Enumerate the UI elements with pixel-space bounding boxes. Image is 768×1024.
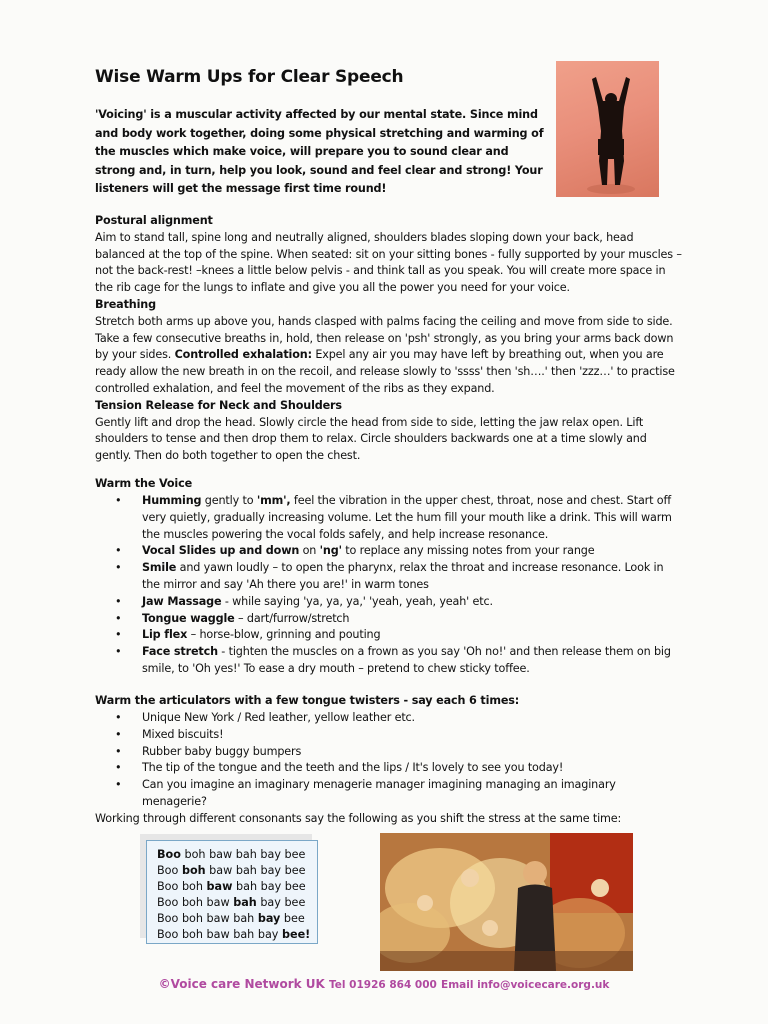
breathing-text-2: Expel any air you may have left by breathing out, when you are ready allow the new breath in on the recoil, and release slowly to 'ssss' then 'sh….' then 'zzz…' to practise controlled exhalation, and feel the movement of the ribs as they expand. — [95, 348, 675, 395]
stress-word: bee — [284, 864, 306, 877]
item-bold: Jaw Massage — [142, 594, 222, 608]
item-text: Can you imagine an imaginary menagerie manager imagining managing an imaginary menagerie? — [142, 778, 616, 808]
stress-line — [157, 847, 317, 863]
stress-word: Boo — [157, 912, 179, 925]
stress-word: boh — [181, 896, 203, 909]
bullet-icon: • — [115, 561, 122, 575]
postural-heading: Postural alignment — [95, 214, 213, 227]
bullet-icon: • — [115, 761, 122, 775]
stress-word: bah — [233, 896, 257, 909]
stress-word: bay — [260, 848, 281, 861]
list-item — [115, 727, 675, 744]
item-text: Mixed biscuits! — [142, 727, 224, 741]
item-text: The tip of the tongue and the teeth and the lips / It's lovely to see you today! — [142, 761, 564, 775]
stress-word: bah — [235, 864, 257, 877]
tension-text: Gently lift and drop the head. Slowly circle the head from side to side, letting the jaw relax open. Lift shoulders to tense and then drop them to relax. Circle shoulders backwards one at a time slowly and gently. Then do both together to open the chest. — [95, 415, 647, 463]
item-bold: Lip flex — [142, 628, 188, 642]
item-text: Unique New York / Red leather, yellow leather etc. — [142, 711, 415, 724]
stress-word: boh — [181, 912, 203, 925]
breathing-bold: Controlled exhalation: — [174, 348, 312, 362]
stress-word: baw — [206, 896, 230, 909]
list-item — [115, 594, 675, 611]
stress-word: boh — [181, 864, 206, 877]
list-item — [115, 627, 675, 644]
list-item — [115, 560, 675, 594]
intro-paragraph: 'Voicing' is a muscular activity affected by our mental state. Since mind and body work together, doing some physical stretching and warming of the muscles which make voice, will prepare you to sound clear and strong and, in turn, help you look, sound and feel clear and strong! Your listeners will get the message first time round! — [95, 108, 544, 196]
list-item — [115, 744, 675, 761]
item-text: to replace any missing notes from your range — [341, 544, 595, 558]
bullet-icon: • — [115, 611, 122, 625]
item-bold: Tongue waggle — [142, 611, 235, 625]
stress-word: bah — [233, 928, 255, 941]
stress-word: baw — [206, 912, 230, 925]
list-item — [115, 611, 675, 628]
footer-email: Email info@voicecare.org.uk — [441, 979, 610, 991]
item-bold: Humming — [142, 494, 202, 507]
item-bold: 'mm', — [256, 494, 291, 507]
warm-voice-heading: Warm the Voice — [95, 477, 193, 490]
stress-word: bah — [233, 912, 255, 925]
stress-word: bay — [260, 896, 281, 909]
bullet-icon: • — [115, 711, 122, 724]
stress-word: baw — [206, 928, 230, 941]
list-item — [115, 493, 675, 543]
item-bold: Face stretch — [142, 645, 218, 659]
warm-voice-list — [115, 493, 675, 678]
bullet-icon: • — [115, 544, 122, 558]
stress-word: bee — [284, 880, 306, 893]
stress-line — [157, 911, 317, 927]
list-item — [115, 777, 675, 811]
choir-orchestra-photo — [380, 833, 633, 971]
stress-word: bay — [260, 880, 282, 893]
postural-section — [95, 213, 685, 465]
stress-line — [157, 927, 317, 943]
item-bold: Vocal Slides up and down — [142, 544, 300, 558]
tongue-twister-list — [115, 710, 675, 811]
page-title: Wise Warm Ups for Clear Speech — [95, 67, 404, 87]
stress-word: bee — [283, 912, 305, 925]
stress-word: bee — [284, 896, 306, 909]
breathing-heading: Breathing — [95, 297, 156, 311]
stress-word: baw — [209, 848, 233, 861]
footer-tel: Tel 01926 864 000 — [329, 979, 437, 991]
stress-word: bah — [236, 880, 258, 893]
item-text: and yawn loudly – to open the pharynx, relax the throat and increase resonance. Look in the mirror and say 'Ah there you are!' in warm tones — [142, 561, 664, 591]
item-text: - while saying 'ya, ya, ya,' 'yeah, yeah, yeah' etc. — [221, 594, 493, 608]
stress-word: bah — [235, 848, 257, 861]
silhouette-photo — [556, 61, 659, 197]
bullet-icon: • — [115, 628, 122, 642]
bullet-icon: • — [115, 744, 122, 758]
stress-word: bay — [257, 928, 279, 941]
footer — [0, 977, 768, 991]
articulators-heading: Warm the articulators with a few tongue twisters - say each 6 times: — [95, 694, 520, 707]
item-text: - tighten the muscles on a frown as you say 'Oh no!' and then release them on big smile, to 'Oh yes!' To ease a dry mouth – pretend to chew sticky toffee. — [142, 645, 671, 675]
item-text: Rubber baby buggy bumpers — [142, 744, 302, 758]
bullet-icon: • — [115, 645, 122, 659]
item-text: – horse-blow, grinning and pouting — [187, 628, 381, 642]
item-text: on — [299, 544, 320, 558]
stress-word: boh — [184, 848, 206, 861]
tension-heading: Tension Release for Neck and Shoulders — [95, 398, 342, 412]
stress-word: baw — [209, 864, 233, 877]
breathing-text — [95, 314, 685, 398]
item-text: feel the vibration in the upper chest, throat, nose and chest. Start off very quietly, gradually increasing volume. Let the hum fill your mouth like a drink. This will warm the muscles powering the vocal folds safely, and help increase resonance. — [142, 494, 672, 541]
list-item — [115, 543, 675, 560]
stress-word: Boo — [157, 928, 179, 941]
stress-word: bee — [284, 848, 306, 861]
stress-word: bay — [260, 864, 282, 877]
list-item — [115, 760, 675, 777]
stress-word: Boo — [157, 880, 179, 893]
stress-line — [157, 863, 317, 879]
stress-word: boh — [181, 880, 203, 893]
list-item — [115, 644, 675, 678]
stress-word: Boo — [157, 864, 179, 877]
bullet-icon: • — [115, 594, 122, 608]
item-text: gently to — [201, 494, 257, 507]
stress-word: bee! — [281, 928, 311, 941]
list-item — [115, 710, 675, 727]
footer-org: ©Voice care Network UK — [158, 977, 325, 991]
stress-line — [157, 895, 317, 911]
item-text: – dart/furrow/stretch — [234, 611, 350, 625]
stress-word: boh — [181, 928, 203, 941]
articulators-closing: Working through different consonants say the following as you shift the stress at the same time: — [95, 812, 622, 825]
bullet-icon: • — [115, 494, 122, 507]
stress-word: bay — [257, 912, 281, 925]
breathing-text-1: Stretch both arms up above you, hands clasped with palms facing the ceiling and move from side to side. Take a few consecutive breaths in, hold, then release on 'psh' strongly, as you bring your arms back down by your sides. — [95, 314, 674, 362]
bullet-icon: • — [115, 727, 122, 741]
item-bold: Smile — [142, 561, 177, 575]
stress-line — [157, 879, 317, 895]
postural-text: Aim to stand tall, spine long and neutrally aligned, shoulders blades sloping down your back, head balanced at the top of the spine. When seated: sit on your sitting bones - fully supported by your muscles – not the back-rest! –knees a little below pelvis - and think tall as you speak. You will create more space in the rib cage for the lungs to inflate and give you all the power you need for your voice. — [95, 230, 682, 295]
stress-word: Boo — [157, 896, 179, 909]
stress-word: baw — [206, 880, 233, 893]
stress-exercise-box — [146, 840, 318, 944]
bullet-icon: • — [115, 778, 122, 792]
item-bold: 'ng' — [319, 544, 342, 558]
stress-word: Boo — [157, 848, 181, 861]
